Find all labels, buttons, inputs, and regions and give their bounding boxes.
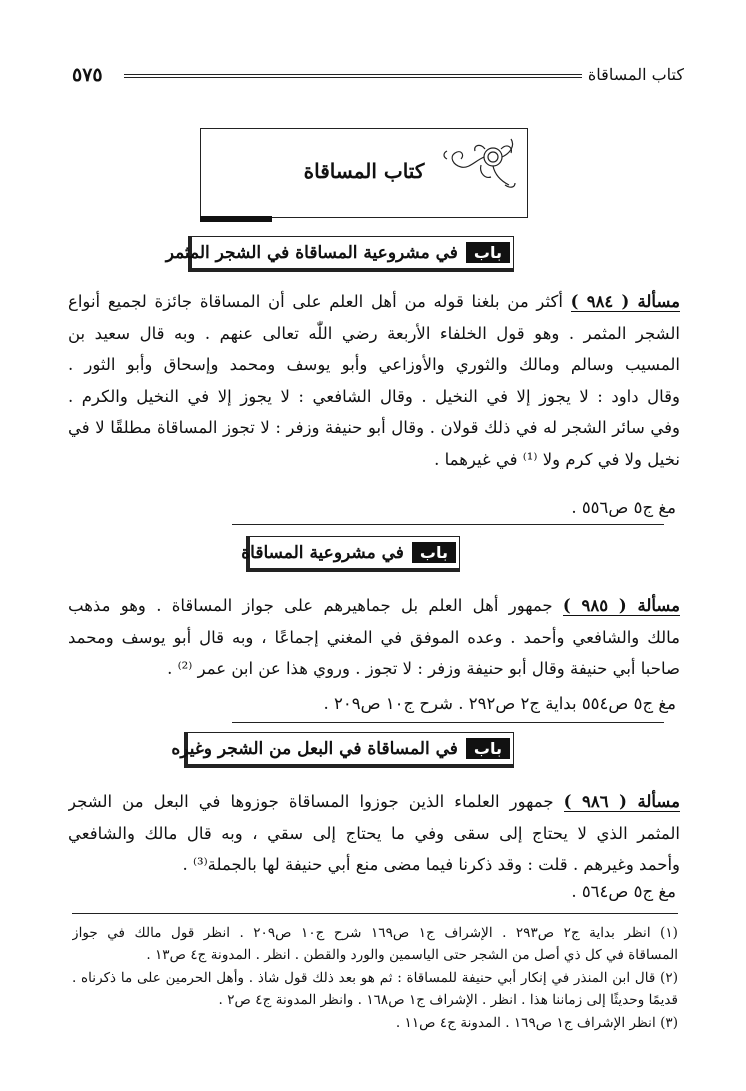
bab-label: باب: [466, 738, 510, 759]
paragraph-line: [68, 786, 680, 818]
running-head: [72, 62, 684, 92]
masala-label: مسألة ( ٩٨٤ ): [570, 292, 680, 311]
header-rule: [124, 74, 582, 78]
paragraph-text: جمهور العلماء الذين جوزوا المساقاة جوزوها في البعل من الشجر: [68, 792, 564, 811]
footnote-rule: [72, 913, 678, 914]
paragraph-line: وقال داود : لا يجوز إلا في النخيل . وقال الشافعي : لا يجوز إلا في النخيل والكرم .: [68, 386, 680, 406]
footnote-line: (٣) انظر الإشراف ج١ ص١٦٩ . المدونة ج٤ ص١١ .: [395, 1014, 678, 1031]
reference-rule: [232, 524, 664, 525]
paragraph-text: جمهور أهل العلم بل جماهيرهم على جواز المساقاة . وهو مذهب: [68, 596, 563, 615]
paragraph-line: نخيل ولا في كرم ولا ⁽¹⁾ في غيرهما .: [434, 449, 680, 469]
masala-984-paragraph: [68, 286, 680, 476]
source-reference: مغ ج٥ ص٥٦٤ .: [571, 882, 676, 901]
paragraph-line: المسيب وسالم ومالك والثوري والأوزاعي وأبو يوسف ومحمد وإسحاق وأبو الثور .: [68, 355, 680, 375]
paragraph-line: وفي سائر الشجر له في ذلك قولان . وقال أبو حنيفة وزفر : لا تجوز المساقاة مطلقًا لا في: [68, 418, 680, 438]
source-reference: مغ ج٥ ص٥٥٦ .: [571, 498, 676, 517]
masala-label: مسألة ( ٩٨٦ ): [563, 792, 680, 811]
paragraph-text: أكثر من بلغنا قوله من أهل العلم على أن المساقاة جائزة لجميع أنواع: [68, 292, 571, 311]
paragraph-line: الشجر المثمر . وهو قول الخلفاء الأربعة رضي اللّٰه تعالى عنهم . وبه قال سعيد بن: [68, 323, 680, 343]
paragraph-line: [68, 286, 680, 318]
title-box-shadow: [200, 216, 272, 222]
section-heading-text: في مشروعية المساقاة: [241, 542, 404, 563]
page-number: ٥٧٥: [72, 64, 103, 86]
section-heading-3: [171, 732, 514, 768]
footnote-line: (١) انظر بداية ج٢ ص٢٩٣ . الإشراف ج١ ص١٦٩ شرح ج١٠ ص٢٠٩ . انظر قول مالك في جواز: [72, 925, 678, 941]
source-reference: مغ ج٥ ص٥٥٤ بداية ج٢ ص٢٩٢ . شرح ج١٠ ص٢٠٩ .: [323, 694, 676, 713]
paragraph-line: [68, 590, 680, 622]
section-heading-text: في المساقاة في البعل من الشجر وغيره: [171, 738, 458, 759]
footnote-line: (٢) قال ابن المنذر في إنكار أبي حنيفة للمساقاة : ثم هو بعد ذلك قول شاذ . وأهل الحرمين على ما ذكرناه .: [72, 969, 678, 986]
bab-label: باب: [466, 242, 510, 263]
paragraph-line: وأحمد وغيرهم . قلت : وقد ذكرنا فيما مضى منع أبي حنيفة لها بالجملة⁽³⁾ .: [182, 855, 680, 875]
footnote-line: قديمًا وحديثًا إلى زماننا هذا . انظر . الإشراف ج١ ص١٦٨ . وانظر المدونة ج٤ ص٢ .: [218, 992, 678, 1009]
footnote-line: المساقاة في كل ذي أصل من الشجر حتى الياسمين والورد والقطن . انظر . المدونة ج٤ ص١٣ .: [146, 947, 678, 964]
paragraph-line: صاحبا أبي حنيفة وقال أبو حنيفة وزفر : لا تجوز . وروي هذا عن ابن عمر ⁽²⁾ .: [167, 659, 680, 679]
chapter-title-box: [200, 128, 528, 218]
masala-label: مسألة ( ٩٨٥ ): [562, 596, 680, 615]
masala-985-paragraph: [68, 590, 680, 685]
paragraph-line: مالك والشافعي وأحمد . وعده الموفق في المغني إجماعًا ، وبه قال أبو يوسف ومحمد: [68, 627, 680, 647]
paragraph-line: المثمر الذي لا يحتاج إلى سقى وفي ما يحتاج إلى سقي ، وبه قال مالك والشافعي: [68, 823, 680, 843]
footnotes: [72, 922, 678, 1034]
running-title: كتاب المساقاة: [587, 65, 684, 84]
section-heading-2: [241, 536, 460, 572]
chapter-title: كتاب المساقاة: [303, 159, 425, 183]
section-heading-1: [165, 236, 514, 272]
reference-rule: [232, 722, 664, 723]
masala-986-paragraph: [68, 786, 680, 881]
bab-label: باب: [412, 542, 456, 563]
section-heading-text: في مشروعية المساقاة في الشجر المثمر: [165, 242, 458, 263]
